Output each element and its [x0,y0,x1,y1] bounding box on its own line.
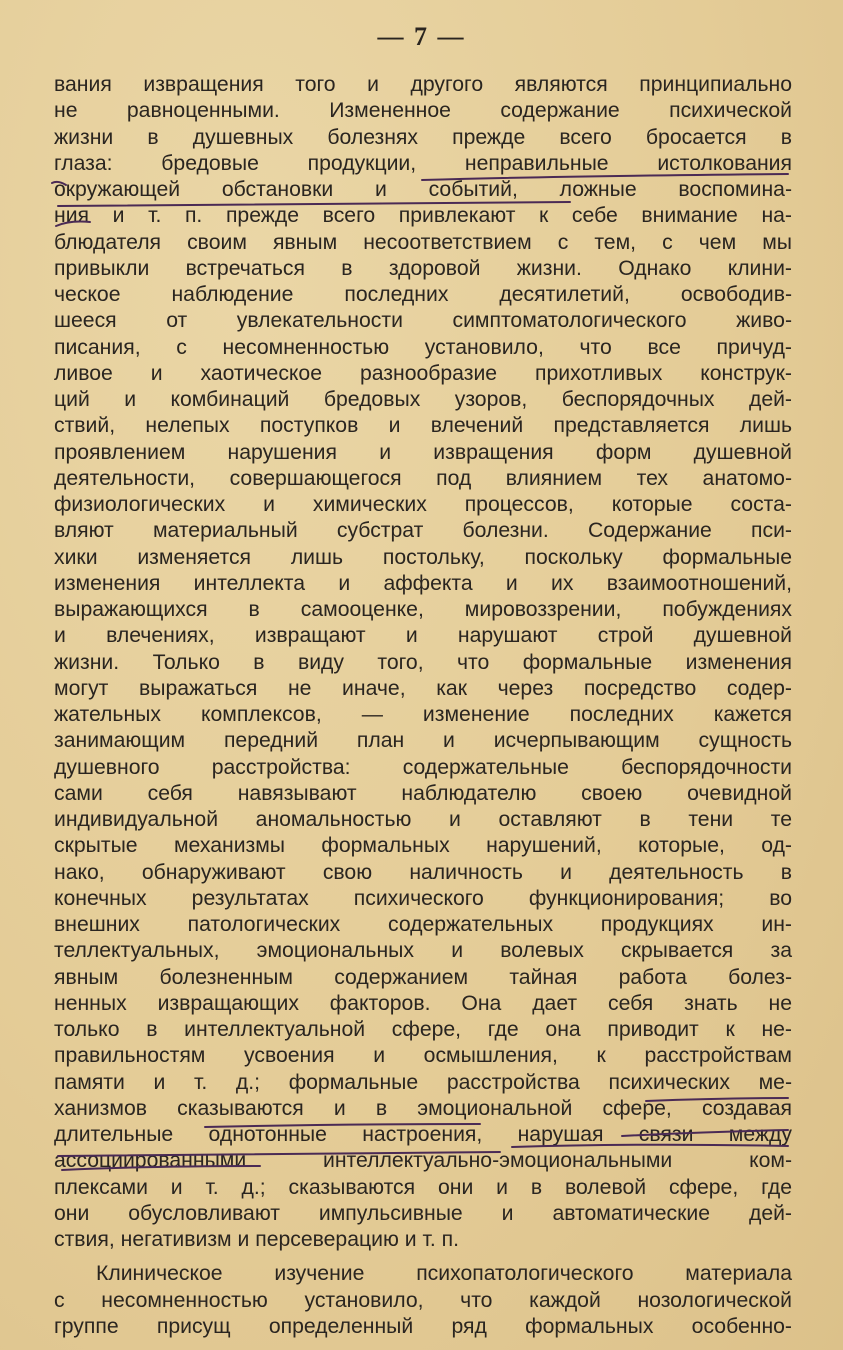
text-line: индивидуальной аномальностью и оставляют в тени те [54,808,792,831]
text-line: с несомненностью установило, что каждой нозологической [54,1288,792,1312]
text-line: проявлением нарушения и извращения форм душевной [54,440,792,464]
text-line: ния и т. п. прежде всего привлекают к себе внимание на- [54,204,792,228]
text-line: занимающим передний план и исчерпывающим сущность [54,729,792,753]
text-line: блюдателя своим явным несоответствием с тем, с чем мы [54,230,792,254]
text-line: правильностям усвоения и осмышления, к расстройствам [54,1044,792,1068]
text-line: плексами и т. д.; сказываются они и в волевой сфере, где [54,1175,792,1199]
text-line: писания, с несомненностью установило, что все причуд- [54,335,792,359]
text-line: деятельности, совершающегося под влиянием тех анатомо- [54,466,792,490]
text-line: конечных результатах психического функционирования; во [54,886,792,910]
text-line: внешних патологических содержательных продукциях ин- [54,913,792,936]
text-line: ствия, негативизм и персеверацию и т. п. [54,1228,459,1251]
text-line: Клиническое изучение психопатологического материала [96,1262,792,1286]
page-number: — 7 — [377,22,466,51]
text-line: вляют материальный субстрат болезни. Содержание пси- [54,519,792,543]
text-line: группе присущ определенный ряд формальных особенно- [54,1314,792,1338]
text-line: жизни. Только в виду того, что формальные изменения [54,650,792,674]
text-line: шееся от увлекательности симптоматологического живо- [54,309,792,333]
text-line: явным болезненным содержанием тайная работа болез- [54,965,792,989]
text-line: сами себя навязывают наблюдателю своею очевидной [54,781,792,805]
text-line: теллектуальных, эмоциональных и волевых скрывается за [54,939,792,963]
text-line: ливое и хаотическое разнообразие прихотливых конструк- [54,361,792,385]
text-line: и влечениях, извращают и нарушают строй душевной [54,624,792,648]
text-line: памяти и т. д.; формальные расстройства психических ме- [54,1070,792,1094]
text-line: окружающей обстановки и событий, ложные воспомина- [54,178,792,201]
text-line: могут выражаться не иначе, как через посредство содер- [54,676,792,700]
paragraph-2 [54,1261,792,1340]
paragraph-1 [54,72,792,1253]
text-line: жизни в душевных болезнях прежде всего бросается в [54,125,792,149]
text-line: изменения интеллекта и аффекта и их взаимоотношений, [54,571,792,595]
text-line: ствий, нелепых поступков и влечений представляется лишь [54,414,792,438]
text-line: не равноценными. Измененное содержание психической [54,99,792,123]
text-line: хики изменяется лишь постольку, поскольку формальные [54,545,792,569]
text-line: только в интеллектуальной сфере, где она приводит к не- [54,1018,792,1041]
text-line: ассоциированными интеллектуально-эмоциональными ком- [54,1149,792,1173]
text-line: выражающихся в самооценке, мировоззрении, побуждениях [54,598,792,621]
text-line: вания извращения того и другого являются принципиально [54,73,792,96]
text-line: длительные однотонные настроения, нарушая связи между [54,1123,792,1146]
text-line: ханизмов сказываются и в эмоциональной сфере, создавая [54,1096,792,1120]
text-line: ческое наблюдение последних десятилетий, освободив- [54,283,792,306]
text-line: глаза: бредовые продукции, неправильные истолкования [54,151,792,175]
text-line: жательных комплексов, — изменение последних кажется [54,703,792,726]
text-line: ций и комбинаций бредовых узоров, беспорядочных дей- [54,388,792,411]
text-line: физиологических и химических процессов, которые соста- [54,493,792,516]
text-line: привыкли встречаться в здоровой жизни. Однако клини- [54,256,792,280]
body-text [54,72,792,1340]
text-line: нако, обнаруживают свою наличность и деятельность в [54,860,792,884]
text-line: они обусловливают импульсивные и автоматические дей- [54,1201,792,1225]
text-line: ненных извращающих факторов. Она дает себя знать не [54,991,792,1015]
text-line: скрытые механизмы формальных нарушений, которые, од- [54,834,792,858]
text-line: душевного расстройства: содержательные беспорядочности [54,755,792,779]
